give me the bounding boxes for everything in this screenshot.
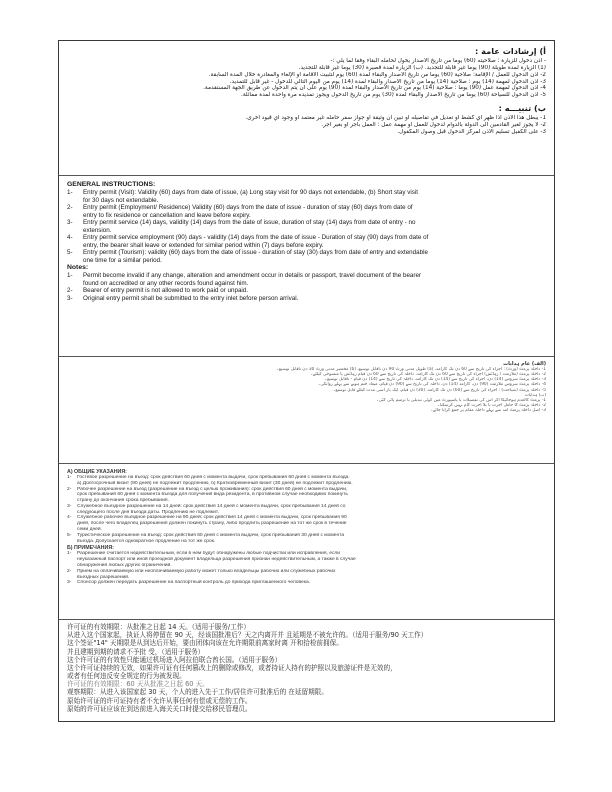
chinese-line: 从进入这个国家起，执证人将停留在 90 天，经该国批准后？天之内离开并 且延期是不被允许的。（适用于服务/90 天工作） [67, 631, 428, 640]
chinese-line: 这个签证"14" 天期限是从到达后开始，要由团体向该在允许期限前离家时离 开和拾检前拥保。 [67, 639, 343, 648]
item-number: 1- [67, 189, 73, 196]
section-divider [59, 463, 554, 464]
english-item [67, 189, 546, 204]
urdu-line: 1- پرمٹ کالعدم ہوجائیگا اگر اس کی تفصیلات یا پاسپورٹ میں کوئی تبدیلی یا ترمیم پائی گئی۔ [376, 397, 546, 403]
english-instructions [59, 178, 554, 356]
russian-notes-heading: Б) ПРИМЕЧАНИЯ: [67, 545, 114, 552]
arabic-line: 2- اذن الدخول للعمل / الإقامة: صلاحية (60) يوماً من تاريخ الاصدار والبقاء لمدة (60) يوم لتثبيت الاقامة أو الإلغاء والمغادرة خلال المدة السابقة. [208, 71, 546, 78]
chinese-line: 观察期限：从进入该国家起 30 天，个人的进入先于工作/居住许可批准后的 在延留期限。 [67, 688, 328, 697]
item-text: дней, после чего владелец разрешения должен покинуть страну, либо продлить разрешение на тот же срок в течение [77, 521, 347, 527]
note-text: неуказанный паспорт или иной проездной документ владельца разрешения признан недействительным, а также в случае [77, 557, 356, 563]
item-text: Гостевое разрешение на въезд: срок действия 60 дней с момента выдачи, срок пребывания 60 дней с момента въезда. [77, 475, 350, 480]
chinese-instructions [59, 621, 554, 721]
item-text: Служебное въездное разрешение на 14 дней: срок действия 14 дней с момента выдачи, срок пребывания 14 дней со [77, 503, 346, 509]
item-text: extension. [83, 226, 112, 234]
chinese-line: 并且建期到期的请求不予批 受，（适用于服务） [67, 647, 205, 656]
item-text: следующего после дня въезда даты. Продлению не подлежит. [77, 509, 219, 515]
russian-instructions [59, 465, 554, 617]
item-text: Entry permit (Visit): Validity (60) days from date of issue, (a) Long stay visit for 90 days not extendable, (b) Short stay visit [83, 189, 418, 196]
english-note [67, 287, 546, 295]
urdu-line: 2- داخلہ پرمٹ (ملازمت / رہائش) اجراء کی تاریخ سے 60 دن تک کارآمد، داخلہ کی تاریخ سے 60 دن قیام رہائش یا منسوخی کیلئے۔ [310, 372, 546, 378]
chinese-line: 原始许可证的许可证持有者不允许从事任何有偿或无偿的工作。 [67, 696, 252, 705]
russian-heading: A) ОБЩИЕ УКАЗАНИЯ: [67, 469, 127, 475]
item-number: 4- [67, 515, 72, 521]
chinese-line: 或者有任何违反安全规定的行为被发现。 [67, 672, 186, 681]
item-text: Entry permit service (14) days, validity (14) days from the date of issue, duration of stay (14) days from date of entry - no [83, 219, 416, 226]
english-item [67, 204, 546, 219]
item-text: Туристическое разрешение на въезд: срок действия 60 дней с момента выдачи, срок пребывания 30 дней с момента [77, 532, 345, 538]
section-divider [59, 356, 554, 357]
arabic-title-warning: ب) تنبيـــه : [498, 103, 546, 114]
item-number: 5- [67, 249, 73, 256]
chinese-line: 许可证的有效期限：60 天从批准之日起 60 天。 [67, 680, 209, 689]
urdu-line: 3- داخلہ پرمٹ سروس (14) دن، اجراء کی تاریخ سے (14) دن تک کارآمد، داخلہ کی تاریخ سے (14) دن قیام - ناقابل توسیع۔ [324, 377, 546, 383]
arabic-line: 1- يبطل هذا الاذن اذا ظهر أي كشط أو تعديل في تفاصيله أو تبين أن وثيقة أو جواز سفر حامله غير معتمد أو وجود أي قيود أخرى. [245, 115, 546, 122]
note-text: Original entry permit shall be submitted to the entry inlet before person arrival. [83, 294, 299, 302]
urdu-line: 1- داخلہ پرمٹ (وزٹ) : اجراء کی تاریخ سے 60 دن تک کارآمد، (a) طویل مدتی وزٹ 90 دن ناقابل توسیع، (b) مختصر مدتی وزٹ 30 دن ناقابل توسیع۔ [276, 367, 546, 372]
arabic-line: 2- لا يجوز لغير القادمين الى الدولة بالدوام لدخول للعمل أو مهمة عمل : العمل بأجر أو بغير أجر. [321, 121, 546, 128]
urdu-line: 3- اصل داخلہ پرمٹ آمد سے پہلے داخلہ مقام پر جمع کرایا جائے۔ [430, 408, 546, 414]
note-number: 3- [67, 294, 73, 302]
english-notes-heading: Notes: [67, 264, 89, 271]
arabic-line: 3- اذن الدخول لمهمة (14) يوم : صلاحية (14) يوماً من تاريخ الاصدار والبقاء لمدة (14) يوم من اليوم التالي للدخول - غير قابل للتمديد. [229, 78, 546, 85]
english-note [67, 295, 546, 303]
item-text: entry to fix residence or cancellation and leave before expiry. [83, 211, 251, 219]
item-text: Служебное рабочее въездное разрешение на 90 дней: срок действия 14 дней с момента выдачи, срок пребывания 90 [77, 515, 347, 521]
section-divider [59, 619, 554, 620]
russian-item [67, 515, 546, 532]
note-text: въездных разрешений. [77, 574, 130, 580]
note-number: 2- [67, 568, 72, 574]
urdu-line: 4- داخلہ پرمٹ سروس ملازمت (90) دن، کارآمد (14) دن، داخلہ کی تاریخ سے (90) دن قیام، میعاد ختم ہونے سے پہلے روانگی۔ [317, 382, 546, 388]
item-number: 2- [67, 204, 73, 211]
russian-note [67, 569, 546, 581]
item-text: а) Долгосрочный визит (90 дней) не подлежит продлению, б) Кратковременный визит (30 дней) не подлежит продлению. [77, 480, 353, 486]
russian-item [67, 533, 546, 545]
urdu-instructions [59, 358, 554, 462]
item-text: страну до окончания срока пребывания. [77, 498, 169, 504]
russian-note [67, 551, 546, 568]
arabic-title-general: أ) إرشادات عامة : [475, 46, 546, 56]
russian-item [67, 487, 546, 504]
note-text: Permit become invalid if any change, alteration and amendment occur in details or passport, travel document of the bearer [83, 272, 422, 279]
arabic-line: 4- اذن الدخول لمهمة عمل (90) يوماً : صلاحية (14) يوم من تاريخ الاصدار والبقاء لمدة (90) يوم على ان يتم الدخول عن طريق الجهة المستقدمة. [203, 85, 546, 92]
item-text: срок пребывания 60 дней с момента въезда для получения вида резидента, в противном случае необходимо покинуть [77, 492, 348, 498]
item-number: 4- [67, 234, 73, 241]
item-text: въезда. Допускается однократное продление на тот же срок. [77, 538, 216, 544]
arabic-line: (1) الزيارة لمدة طويلة (90) يوماً غير قابلة للتجديد. (ب) الزيارة لمدة قصيرة (30) يوماً غير قابلة للتجديد. [298, 64, 546, 71]
item-number: 2- [67, 486, 72, 492]
arabic-line: - أذن دخول للزيارة : صلاحيته (60) يوماً من تاريخ الاصدار يخول لحامله البقاء وفقاً لما يلي :- [330, 58, 546, 64]
item-number: 1- [67, 475, 72, 480]
english-item [67, 234, 546, 249]
item-text: Entry permit (Tourism): validity (60) days from the date of issue - duration of stay (30) days from date of entry and extendable [83, 249, 428, 256]
note-number: 3- [67, 580, 72, 586]
english-heading: GENERAL INSTRUCTIONS: [67, 181, 156, 188]
russian-item [67, 504, 546, 516]
english-item [67, 219, 546, 234]
item-number: 3- [67, 503, 72, 509]
chinese-line: 这个许可证持续的无效，如果许可证有任何篡改上的删除或修改，或者持证人持有的护照以及旅游证件是无效的， [67, 663, 397, 672]
urdu-title: (الف) عام ہدایات [503, 361, 546, 367]
note-text: Разрешение считается недействительным, если в нем будут обнаружены любые подчистки или исправления, если [77, 551, 340, 557]
entry-permit-instructions [58, 40, 555, 722]
english-item [67, 249, 546, 264]
item-text: Entry permit service employment (90) days - validity (14) days from the date of issue - Duration of stay (90) days from date of [83, 234, 429, 241]
item-text: entry, the bearer shall leave or extended for similar period within (7) days before expiry. [83, 241, 324, 249]
urdu-line: 2- داخلہ پرمٹ کا حامل اجرت یا بلا اجرت کام نہیں کرسکتا۔ [437, 403, 546, 409]
note-text: Спонсор должен передать разрешение на паспортный контроль до прихода приглашенного человека. [77, 580, 311, 586]
note-text: Прием на оплачиваемую или неоплачиваемую работу может только владельцы рабочих или служебных рабочих [77, 568, 336, 574]
item-text: семи дней. [77, 527, 102, 533]
section-divider [59, 175, 554, 176]
urdu-line: (ب) ہدایات [524, 392, 546, 398]
item-text: for 30 days not extendable. [83, 196, 159, 204]
note-text: found on accredited or any other records found against him. [83, 279, 249, 287]
chinese-line: 这个许可证的有效性只能通过机场进入阿拉伯联合酋长国。（适用于服务） [67, 655, 282, 664]
arabic-instructions [59, 43, 554, 176]
item-text: Entry permit (Employment/ Residence) Validity (60) days from the date of issue - duration of stay (60) days from date of [83, 204, 413, 211]
item-text: one time for a similar period. [83, 256, 162, 264]
note-text: обнаружения любых других ограничений. [77, 562, 172, 568]
item-text: Рабочее разрешение на въезд (разрешение на въезд с целью проживания): срок действия 60 дней с момента выдачи, [77, 486, 348, 492]
english-note [67, 272, 546, 287]
russian-note [67, 580, 546, 586]
urdu-line: 5- داخلہ پرمٹ (سیاحت) : اجراء کی تاریخ سے (60) دن تک کارآمد، (30) دن قیام، ایک بار اسی مدت کیلئے قابل توسیع۔ [332, 387, 546, 393]
arabic-line: 5- اذن الدخول للسياحة (60) يوماً من تاريخ الاصدار والبقاء لمدة (30) يوم من تاريخ الدخول ويجوز تمديده مرة واحدة لمدة مماثلة. [241, 92, 546, 99]
note-number: 1- [67, 551, 72, 557]
note-number: 1- [67, 272, 73, 279]
note-text: Bearer of entry permit is not allowed to work paid or unpaid. [83, 287, 249, 294]
item-number: 3- [67, 219, 73, 226]
chinese-line: 许可证的有效期限：从批准之日起 14 天。（适用于服务/工作） [67, 623, 250, 631]
note-number: 2- [67, 287, 73, 294]
chinese-line: 原始的许可证应该在到达前进入海关关口时提交给移民管理员。 [67, 704, 252, 713]
russian-item [67, 475, 546, 487]
arabic-line: 3- على الكفيل تسليم الاذن لمركز الدخول قبل وصول المكفول. [397, 128, 546, 135]
item-number: 5- [67, 532, 72, 538]
